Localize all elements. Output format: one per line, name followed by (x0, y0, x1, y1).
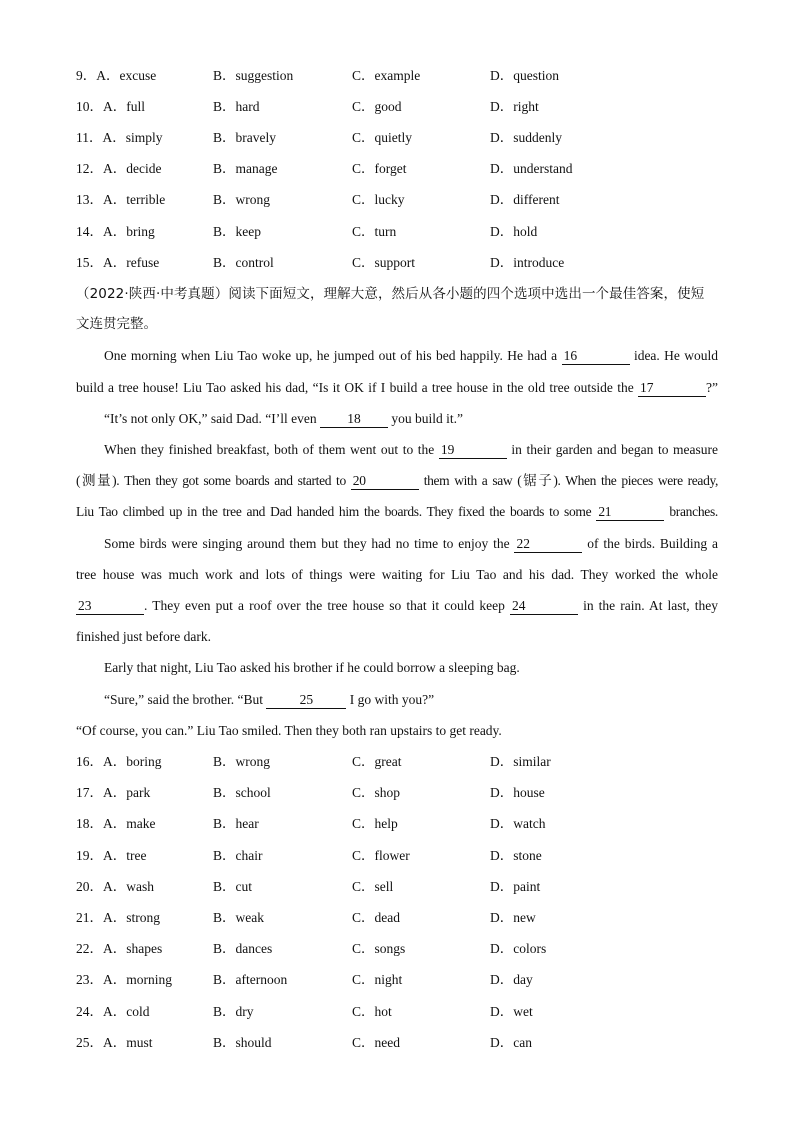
passage-line: “Sure,” said the brother. “But 25 I go with you?” (104, 692, 435, 707)
passage-line: “Of course, you can.” Liu Tao smiled. Then they both ran upstairs to get ready. (76, 723, 502, 738)
option-a: 12．A．decide (76, 161, 162, 176)
option-d: D．can (490, 1035, 532, 1050)
option-d: D．question (490, 68, 559, 83)
option-b: B．dances (213, 941, 273, 956)
option-c: C．flower (352, 848, 410, 863)
option-b: B．wrong (213, 192, 270, 207)
option-d: D．introduce (490, 255, 565, 270)
option-c: C．dead (352, 910, 400, 925)
option-a: 22．A．shapes (76, 941, 163, 956)
blank-18: 18 (320, 411, 388, 428)
option-c: C．need (352, 1035, 400, 1050)
option-b: B．hard (213, 99, 260, 114)
option-b: B．afternoon (213, 972, 288, 987)
option-b: B．chair (213, 848, 263, 863)
option-d: D．hold (490, 224, 538, 239)
option-b: B．bravely (213, 130, 276, 145)
option-b: B．dry (213, 1004, 254, 1019)
option-d: D．similar (490, 754, 551, 769)
blank-25: 25 (266, 692, 346, 709)
option-a: 10．A．full (76, 99, 145, 114)
passage-line: Some birds were singing around them but they had no time to enjoy the 22 of the birds. Building a (104, 536, 718, 551)
passage-line: “It’s not only OK,” said Dad. “I’ll even 18 you build it.” (104, 411, 463, 426)
option-b: B．manage (213, 161, 278, 176)
option-b: B．should (213, 1035, 272, 1050)
passage-line: build a tree house! Liu Tao asked his dad, “Is it OK if I build a tree house in the old tree outside the 17 ?” (76, 380, 719, 395)
option-b: B．wrong (213, 754, 270, 769)
option-c: C．shop (352, 785, 401, 800)
option-b: B．control (213, 255, 274, 270)
option-a: 16．A．boring (76, 754, 162, 769)
option-d: D．colors (490, 941, 547, 956)
option-a: 11．A．simply (76, 130, 163, 145)
option-d: D．suddenly (490, 130, 562, 145)
option-c: C．example (352, 68, 421, 83)
passage-line: tree house was much work and lots of things were waiting for Liu Tao and his dad. They worked the whole (76, 567, 718, 582)
option-c: C．songs (352, 941, 406, 956)
passage-line: One morning when Liu Tao woke up, he jumped out of his bed happily. He had a 16 idea. He would (104, 348, 719, 363)
option-a: 23．A．morning (76, 972, 172, 987)
option-d: D．wet (490, 1004, 533, 1019)
option-b: B．school (213, 785, 271, 800)
option-d: D．different (490, 192, 560, 207)
option-d: D．right (490, 99, 539, 114)
option-c: C．sell (352, 879, 394, 894)
option-d: D．paint (490, 879, 541, 894)
option-c: C．good (352, 99, 402, 114)
blank-21: 21 (596, 504, 664, 521)
option-a: 20．A．wash (76, 879, 154, 894)
option-c: C．hot (352, 1004, 392, 1019)
option-b: B．hear (213, 816, 259, 831)
option-b: B．suggestion (213, 68, 294, 83)
option-d: D．understand (490, 161, 573, 176)
passage-line: 23 . They even put a roof over the tree house so that it could keep 24 in the rain. At last, they (78, 598, 719, 613)
option-d: D．new (490, 910, 536, 925)
option-a: 25．A．must (76, 1035, 153, 1050)
option-d: D．stone (490, 848, 542, 863)
option-d: D．day (490, 972, 533, 987)
option-a: 9．A．excuse (76, 68, 157, 83)
blank-17: 17 (638, 380, 706, 397)
option-a: 24．A．cold (76, 1004, 150, 1019)
option-d: D．watch (490, 816, 546, 831)
option-a: 14．A．bring (76, 224, 155, 239)
passage-line: finished just before dark. (76, 629, 211, 644)
option-c: C．turn (352, 224, 397, 239)
option-b: B．weak (213, 910, 264, 925)
option-c: C．support (352, 255, 416, 270)
option-c: C．great (352, 754, 402, 769)
option-b: B．keep (213, 224, 261, 239)
passage-line: (测量). Then they got some boards and started to 20 them with a saw (锯子). When the pieces were ready, (76, 473, 719, 488)
passage-line: Early that night, Liu Tao asked his brother if he could borrow a sleeping bag. (104, 660, 520, 675)
blank-19: 19 (439, 442, 507, 459)
option-a: 17．A．park (76, 785, 151, 800)
option-d: D．house (490, 785, 545, 800)
option-b: B．cut (213, 879, 252, 894)
blank-24: 24 (510, 598, 578, 615)
blank-23: 23 (76, 598, 144, 615)
option-c: C．night (352, 972, 403, 987)
option-a: 19．A．tree (76, 848, 147, 863)
instruction-line-1: （2022·陕西·中考真题）阅读下面短文，理解大意，然后从各小题的四个选项中选出一个最佳答案，使短 (76, 286, 705, 302)
option-a: 21．A．strong (76, 910, 160, 925)
option-a: 18．A．make (76, 816, 156, 831)
blank-20: 20 (351, 473, 419, 490)
option-c: C．quietly (352, 130, 412, 145)
blank-22: 22 (514, 536, 582, 553)
option-c: C．lucky (352, 192, 405, 207)
instruction-line-2: 文连贯完整。 (76, 316, 157, 332)
option-c: C．help (352, 816, 398, 831)
option-a: 15．A．refuse (76, 255, 160, 270)
blank-16: 16 (562, 348, 630, 365)
passage-line: Liu Tao climbed up in the tree and Dad handed him the boards. They fixed the boards to some 21 branches. (76, 504, 718, 519)
option-c: C．forget (352, 161, 407, 176)
passage-line: When they finished breakfast, both of them went out to the 19 in their garden and began to measure (104, 442, 719, 457)
option-a: 13．A．terrible (76, 192, 166, 207)
